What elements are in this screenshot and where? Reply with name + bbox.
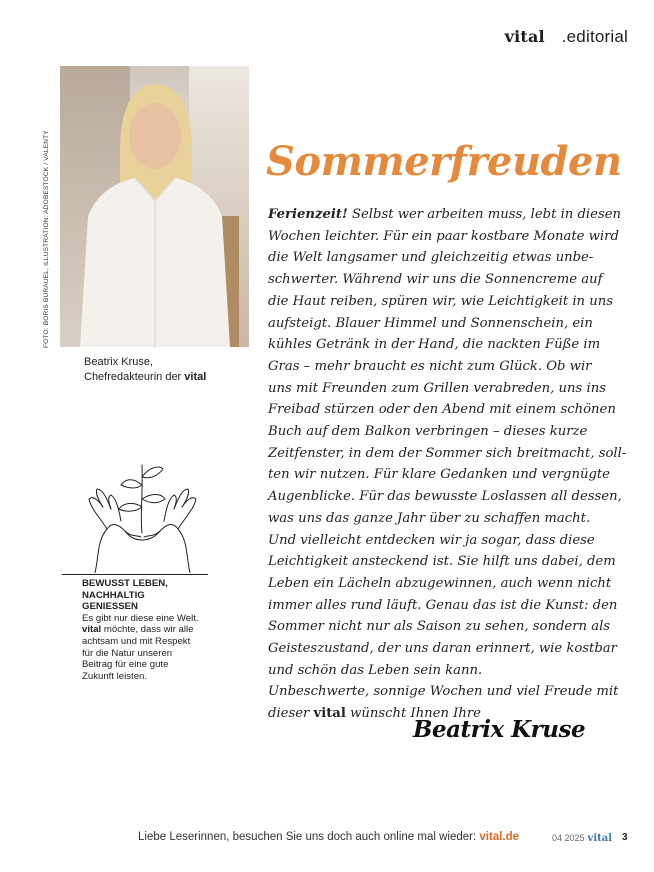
- body-line: Sommer nicht nur als Saison zu sehen, sondern als: [268, 619, 611, 635]
- body-last-prefix: dieser: [268, 706, 314, 722]
- header-section: .editorial: [561, 27, 628, 46]
- body-line: [268, 204, 628, 226]
- body-line: und schön das Leben sein kann.: [268, 662, 483, 678]
- body-line: Gras – mehr braucht es nicht zum Glück. Ob wir: [268, 358, 592, 374]
- body-line: Unbeschwerte, sonnige Wochen und viel Freude mit: [268, 684, 619, 700]
- body-lead-word: Ferienzeit!: [268, 207, 348, 222]
- body-line: Zeitfenster, in dem der Sommer sich breitmacht, soll-: [268, 445, 627, 461]
- body-line: die Haut reiben, spüren wir, wie Leichtigkeit in uns: [268, 293, 613, 309]
- editorial-body: [268, 204, 628, 725]
- body-line: Wochen leichter. Für ein paar kostbare Monate wird: [268, 228, 619, 244]
- sidebar-text-part1: Es gibt nur diese eine Welt.: [82, 612, 199, 624]
- sidebar-heading-line1: BEWUSST LEBEN,: [82, 578, 168, 589]
- issue-brand: vital: [587, 833, 613, 844]
- body-line: die Welt langsamer und gleichzeitig etwas unbe-: [268, 250, 594, 266]
- caption-name: Beatrix Kruse,: [84, 356, 154, 368]
- footer-website-link[interactable]: vital.de: [479, 831, 520, 843]
- body-line: Augenblicke. Für das bewusste Loslassen all dessen,: [268, 489, 622, 505]
- editor-signature: Beatrix Kruse: [413, 716, 586, 743]
- body-line: was uns das ganze Jahr über zu schaffen macht.: [268, 510, 591, 526]
- portrait-figure: [60, 66, 249, 347]
- footer-text: Liebe Leserinnen, besuchen Sie uns doch auch online mal wieder:: [138, 831, 480, 843]
- body-first-line-rest: Selbst wer arbeiten muss, lebt in diesen: [347, 207, 622, 222]
- sidebar-brand: vital: [82, 624, 102, 636]
- body-line: ten wir nutzen. Für klare Gedanken und vergnügte: [268, 467, 610, 483]
- body-line: Buch auf dem Balkon verbringen – dieses kurze: [268, 424, 588, 440]
- body-line: immer alles rund läuft. Genau das ist die Kunst: den: [268, 597, 618, 613]
- page-number: 3: [622, 832, 628, 843]
- sidebar-heading-line2: NACHHALTIG GENIESSEN: [82, 589, 145, 613]
- sidebar-divider: [62, 574, 208, 575]
- header-brand: vital: [504, 27, 545, 46]
- body-brand: vital: [313, 706, 346, 722]
- body-line: uns mit Freunden zum Grillen verabreden, uns ins: [268, 380, 606, 396]
- hands-holding-sprout-icon: [85, 455, 200, 573]
- issue-date: 04 2025: [552, 833, 585, 843]
- body-line: Geisteszustand, der uns daran erinnert, wie kostbar: [268, 641, 617, 657]
- body-line: aufsteigt. Blauer Himmel und Sonnenschein, ein: [268, 315, 593, 331]
- issue-info: [552, 833, 612, 844]
- page-header: [505, 27, 628, 47]
- body-line: Und vielleicht entdecken wir ja sogar, dass diese: [268, 532, 595, 548]
- editor-portrait-photo: [60, 66, 249, 347]
- body-line: Leben ein Lächeln abzugewinnen, auch wenn nicht: [268, 575, 612, 591]
- sidebar-text-part2: möchte, dass wir alle achtsam und mit Respekt für die Natur unseren Beitrag für eine gute Zukunft leisten.: [82, 624, 194, 682]
- body-line: kühles Getränk in der Hand, die nackten Füße im: [268, 337, 601, 353]
- body-last-suffix: wünscht Ihnen Ihre: [345, 706, 481, 722]
- body-line: Freibad stürzen oder den Abend mit einem schönen: [268, 402, 616, 418]
- body-line: Leichtigkeit ansteckend ist. Sie hilft uns dabei, dem: [268, 554, 616, 570]
- body-line: schwerter. Während wir uns die Sonnencreme auf: [268, 272, 603, 288]
- sustainability-note: [82, 578, 202, 682]
- caption-role: Chefredakteurin der: [84, 371, 185, 383]
- editorial-title: Sommerfreuden: [266, 138, 622, 185]
- footer-note: [138, 831, 519, 843]
- photo-caption: [84, 355, 254, 385]
- caption-brand: vital: [184, 371, 207, 383]
- photo-credit: FOTO: BORIS BURAUEL, ILLUSTRATION: ADOBESTOCK / VALENTY: [43, 130, 50, 348]
